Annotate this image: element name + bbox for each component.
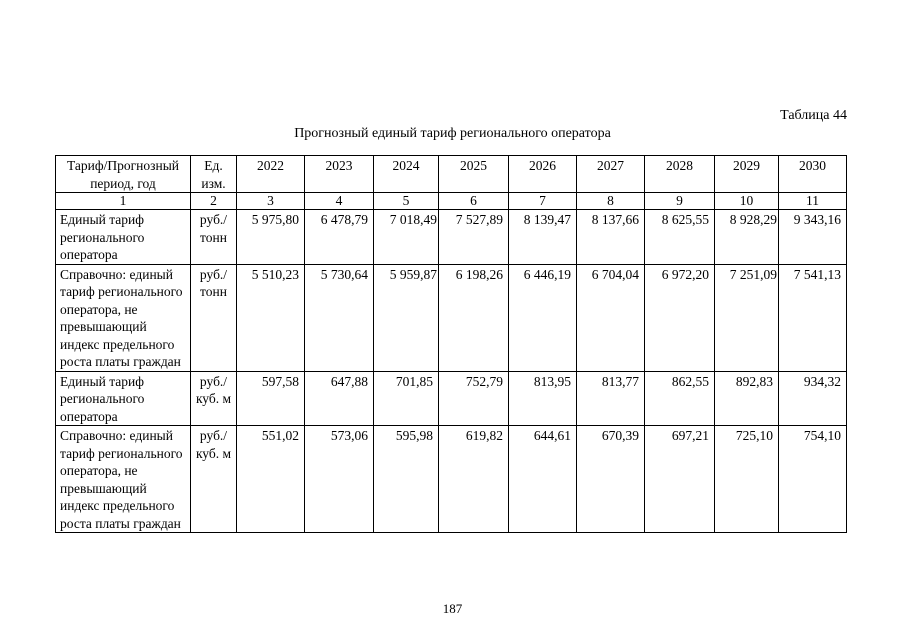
row-unit: руб./куб. м — [191, 426, 237, 533]
value-cell: 5 975,80 — [237, 210, 305, 265]
value-cell: 5 730,64 — [305, 264, 374, 371]
value-cell: 9 343,16 — [779, 210, 847, 265]
value-cell: 862,55 — [645, 371, 715, 426]
row-unit: руб./тонн — [191, 264, 237, 371]
table-label: Таблица 44 — [780, 108, 847, 123]
column-number-row — [56, 193, 847, 210]
value-cell: 619,82 — [439, 426, 509, 533]
column-number: 6 — [439, 193, 509, 210]
value-cell: 6 478,79 — [305, 210, 374, 265]
value-cell: 7 018,49 — [374, 210, 439, 265]
value-cell: 551,02 — [237, 426, 305, 533]
header-year: 2027 — [577, 156, 645, 193]
value-cell: 5 510,23 — [237, 264, 305, 371]
value-cell: 697,21 — [645, 426, 715, 533]
value-cell: 6 198,26 — [439, 264, 509, 371]
header-tariff-period: Тариф/Прогнозный период, год — [56, 156, 191, 193]
value-cell: 8 139,47 — [509, 210, 577, 265]
header-year: 2023 — [305, 156, 374, 193]
header-year: 2028 — [645, 156, 715, 193]
value-cell: 670,39 — [577, 426, 645, 533]
value-cell: 752,79 — [439, 371, 509, 426]
value-cell: 6 972,20 — [645, 264, 715, 371]
table-row — [56, 426, 847, 533]
value-cell: 6 446,19 — [509, 264, 577, 371]
table-row — [56, 371, 847, 426]
header-year: 2026 — [509, 156, 577, 193]
row-name: Единый тариф регионального оператора — [56, 210, 191, 265]
value-cell: 701,85 — [374, 371, 439, 426]
value-cell: 8 625,55 — [645, 210, 715, 265]
table-row — [56, 264, 847, 371]
value-cell: 597,58 — [237, 371, 305, 426]
column-number: 4 — [305, 193, 374, 210]
column-number: 10 — [715, 193, 779, 210]
value-cell: 5 959,87 — [374, 264, 439, 371]
page-number: 187 — [442, 601, 463, 616]
header-unit: Ед. изм. — [191, 156, 237, 193]
value-cell: 7 527,89 — [439, 210, 509, 265]
value-cell: 7 541,13 — [779, 264, 847, 371]
column-number: 7 — [509, 193, 577, 210]
value-cell: 8 928,29 — [715, 210, 779, 265]
value-cell: 934,32 — [779, 371, 847, 426]
column-number: 9 — [645, 193, 715, 210]
table-header-row — [56, 156, 847, 193]
tariff-table — [55, 155, 847, 533]
table-row — [56, 210, 847, 265]
value-cell: 573,06 — [305, 426, 374, 533]
value-cell: 647,88 — [305, 371, 374, 426]
table-title: Прогнозный единый тариф регионального оператора — [294, 126, 611, 141]
column-number: 11 — [779, 193, 847, 210]
column-number: 1 — [56, 193, 191, 210]
header-year: 2024 — [374, 156, 439, 193]
value-cell: 892,83 — [715, 371, 779, 426]
value-cell: 8 137,66 — [577, 210, 645, 265]
value-cell: 595,98 — [374, 426, 439, 533]
header-year: 2025 — [439, 156, 509, 193]
row-unit: руб./куб. м — [191, 371, 237, 426]
row-unit: руб./тонн — [191, 210, 237, 265]
column-number: 3 — [237, 193, 305, 210]
value-cell: 644,61 — [509, 426, 577, 533]
value-cell: 725,10 — [715, 426, 779, 533]
value-cell: 754,10 — [779, 426, 847, 533]
row-name: Справочно: единый тариф регионального оператора, не превышающий индекс предельного роста платы граждан — [56, 426, 191, 533]
header-year: 2029 — [715, 156, 779, 193]
column-number: 5 — [374, 193, 439, 210]
row-name: Справочно: единый тариф регионального оператора, не превышающий индекс предельного роста платы граждан — [56, 264, 191, 371]
header-year: 2022 — [237, 156, 305, 193]
value-cell: 813,95 — [509, 371, 577, 426]
value-cell: 813,77 — [577, 371, 645, 426]
row-name: Единый тариф регионального оператора — [56, 371, 191, 426]
column-number: 8 — [577, 193, 645, 210]
value-cell: 6 704,04 — [577, 264, 645, 371]
value-cell: 7 251,09 — [715, 264, 779, 371]
header-year: 2030 — [779, 156, 847, 193]
column-number: 2 — [191, 193, 237, 210]
